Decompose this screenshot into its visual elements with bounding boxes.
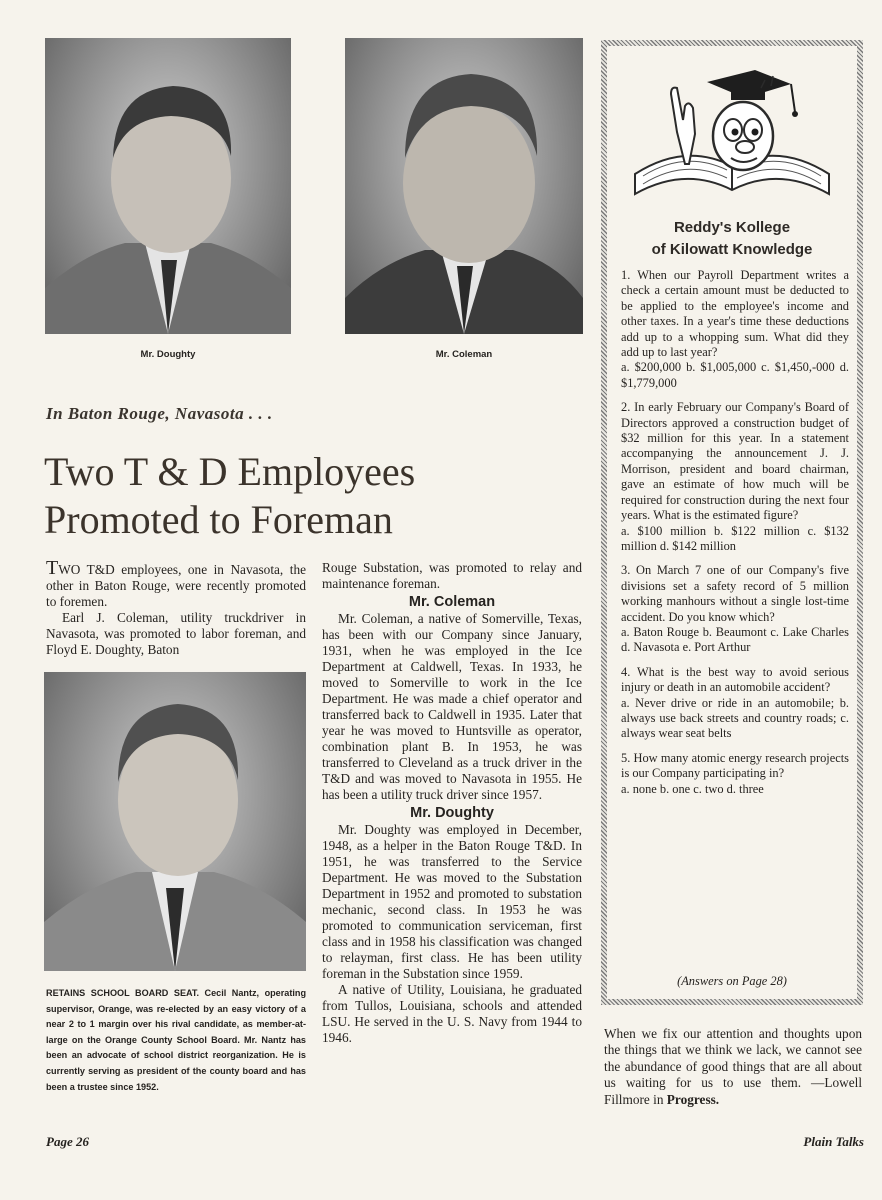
subhead-coleman: Mr. Coleman bbox=[408, 594, 496, 610]
quote-source: Progress. bbox=[666, 1091, 720, 1107]
quiz-options-2: a. $100 million b. $122 million c. $132 million d. $142 million bbox=[621, 523, 849, 553]
coleman-paragraph: Mr. Coleman, a native of Somerville, Texas, has been with our Company since January, 1931, when he was employed in the Ice Department at Caldwell, Texas. In 1933, he moved to Somerville to work in the Ice Department. He was made a chief operator and transferred back to Caldwell in 1935. Later that year he was moved to Huntsville as operator, combination plant B. In 1953, he was transferred to Cleveland as a truck driver in the T&D and was moved to Navasota in 1955. He has been a utility truck driver since 1957. bbox=[322, 611, 582, 802]
quote-text: When we fix our attention and thoughts upon the things that we think we lack, we cannot see the abundance of good things that are all about us waiting for us to use them. bbox=[604, 1026, 862, 1091]
fillmore-quote bbox=[604, 1026, 862, 1108]
reddys-kollege-box bbox=[601, 40, 863, 1005]
quiz-question-2: 2. In early February our Company's Board of Directors approved a construction budget of $32 million for this year. In a statement accompanying the announcement J. J. Morrison, president and board chairman, gave an estimate of how much will be required for construction during the next four years. What is the estimated figure? a. $100 million b. $122 million c. $132 million d. $142 million bbox=[621, 400, 849, 553]
headline-line-2: Promoted to Foreman bbox=[44, 497, 393, 542]
quote-attribution: —Lowell Fillmore in bbox=[604, 1075, 863, 1107]
article-paragraph-3: Rouge Substation, was promoted to relay and maintenance foreman. bbox=[322, 560, 582, 591]
nantz-photo bbox=[44, 672, 306, 971]
kollege-title-line-2: of Kilowatt Knowledge bbox=[651, 241, 813, 258]
article-column-2 bbox=[322, 560, 582, 1046]
quiz-options-4: a. Never drive or ride in an automobile; b. always use back streets and country roads; c. always wear seat belts bbox=[621, 695, 849, 741]
quiz-question-1: 1. When our Payroll Department writes a check a certain amount must be deducted to be applied to the employee's income and other taxes. In a year's time these deductions add up to a whopping sum. What did they add up to last year? a. $200,000 b. $1,005,000 c. $1,450,-000 d. $1,779,000 bbox=[621, 268, 849, 390]
quiz-options-3: a. Baton Rouge b. Beaumont c. Lake Charles d. Navasota e. Port Arthur bbox=[621, 624, 849, 655]
coleman-caption: Mr. Coleman bbox=[435, 349, 493, 360]
quiz-question-5: 5. How many atomic energy research projects is our Company participating in? a. none b. one c. two d. three bbox=[621, 750, 849, 796]
article-paragraph-2: Earl J. Coleman, utility truckdriver in Navasota, was promoted to labor foreman, and Floyd E. Doughty, Baton bbox=[46, 610, 306, 657]
doughty-photo bbox=[45, 38, 291, 334]
nantz-caption-text: Cecil Nantz, operating supervisor, Orange, was re-elected by an easy victory of a near 2 to 1 margin over his rival candidate, as member-at-large on the Orange County School Board. Mr. Nantz has been an advocate of school district reorganization. He is currently serving as president of the county board and has been a trustee since 1952. bbox=[46, 988, 307, 1092]
article-column-1 bbox=[46, 557, 306, 658]
coleman-photo bbox=[345, 38, 583, 334]
doughty-caption: Mr. Doughty bbox=[140, 349, 196, 360]
subhead-doughty: Mr. Doughty bbox=[410, 805, 494, 821]
quiz-questions bbox=[621, 268, 849, 806]
quiz-question-4: 4. What is the best way to avoid serious injury or death in an automobile accident? a. Never drive or ride in an automobile; b. always use back streets and country roads; c. always wear seat belts bbox=[621, 664, 849, 741]
article-paragraph-1: TWO T&D employees, one in Navasota, the other in Baton Rouge, were recently promoted to foremen. bbox=[46, 557, 306, 609]
reddys-kollege-inner bbox=[607, 46, 857, 999]
quiz-question-3: 3. On March 7 one of our Company's five divisions set a safety record of 5 million working manhours without a single lost-time accident. Do you know which? a. Baton Rouge b. Beaumont c. Lake Charles d. Navasota e. Port Arthur bbox=[621, 563, 849, 655]
quiz-options-5: a. none b. one c. two d. three bbox=[621, 781, 764, 796]
doughty-paragraph-2: A native of Utility, Louisiana, he graduated from Tullos, Louisiana, schools and attended LSU. He served in the U. S. Navy from 1944 to 1946. bbox=[322, 982, 582, 1045]
article-kicker: In Baton Rouge, Navasota . . . bbox=[46, 404, 273, 423]
headline-line-1: Two T & D Employees bbox=[44, 449, 416, 494]
publication-name: Plain Talks bbox=[803, 1134, 864, 1149]
drop-cap: T bbox=[46, 557, 59, 579]
doughty-paragraph-1: Mr. Doughty was employed in December, 1948, as a helper in the Baton Rouge T&D. In 1951, he was transferred to the Service Department. He was moved to the Substation Department in 1952 and promoted to substation mechanic, second class. In 1953 he was promoted to communication serviceman, first class and in 1958 his classification was changed to relayman, first class. He has been utility foreman in the Substation since 1959. bbox=[322, 822, 582, 981]
answers-note: (Answers on Page 28) bbox=[677, 974, 787, 988]
kollege-title-line-1: Reddy's Kollege bbox=[673, 219, 791, 236]
reddy-kilowatt-icon bbox=[615, 54, 849, 206]
kollege-title bbox=[607, 217, 857, 261]
article-headline bbox=[44, 448, 564, 544]
page-number: Page 26 bbox=[46, 1134, 89, 1149]
nantz-caption bbox=[46, 986, 306, 1095]
nantz-caption-lead: RETAINS SCHOOL BOARD SEAT. bbox=[46, 988, 199, 998]
quiz-options-1: a. $200,000 b. $1,005,000 c. $1,450,-000 d. $1,779,000 bbox=[621, 360, 849, 390]
